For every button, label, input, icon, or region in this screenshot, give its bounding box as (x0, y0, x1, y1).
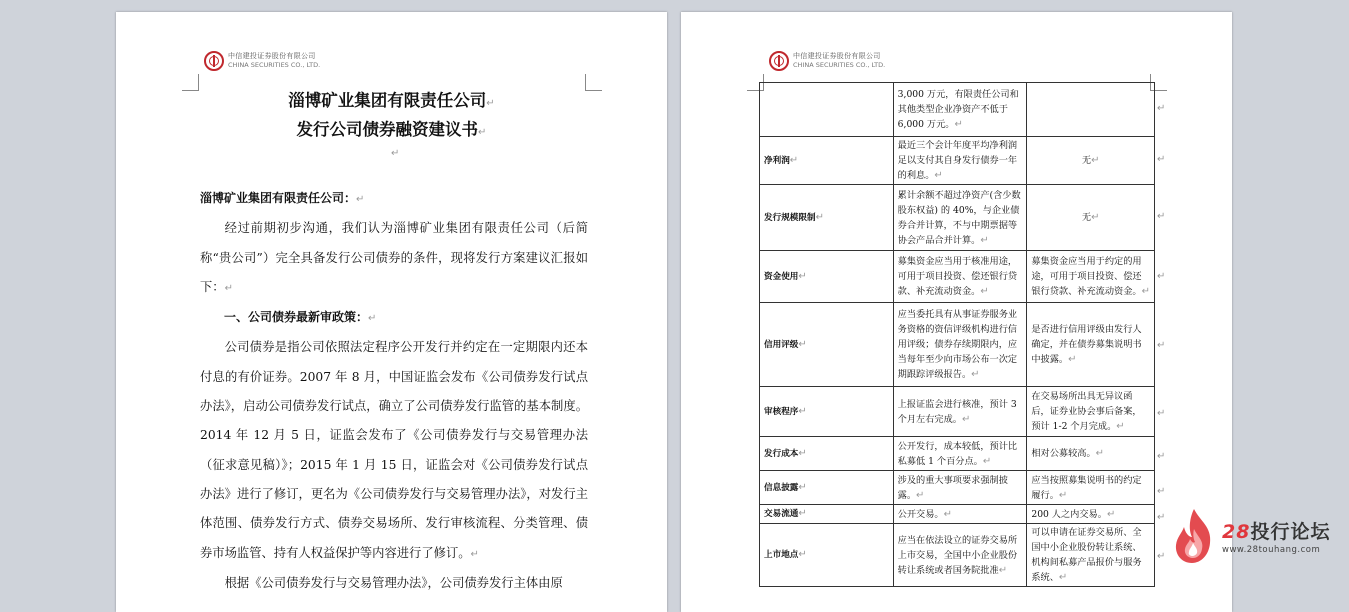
cell-text: 3,000 万元，有限责任公司和其他类型企业净资产不低于 6,000 万元。 (897, 89, 1019, 130)
cell-end-mark: ↵ (798, 338, 807, 350)
cell-text: 应当在依法设立的证券交易所上市交易，全国中小企业股份转让系统或者国务院批准 (897, 534, 1018, 576)
cell-text: 净利润 (764, 155, 790, 166)
table-row[interactable] (760, 387, 1155, 437)
alternative-cell[interactable] (1027, 505, 1155, 524)
citic-logo-icon (769, 51, 789, 71)
row-end-mark: ↵ (1157, 551, 1166, 562)
cell-end-mark: ↵ (1106, 508, 1116, 520)
cell-end-mark: ↵ (954, 119, 963, 130)
document-title-line2[interactable]: 发行公司债券融资建议书↵ (296, 120, 487, 139)
watermark-title: 28投行论坛 (1222, 521, 1331, 543)
cell-text: 应当委托具有从事证券服务业务资格的资信评级机构进行信用评级；债券存续期限内，应当每年至少向市场公布一次定期跟踪评级报告。 (897, 309, 1018, 380)
alternative-cell[interactable] (1027, 185, 1155, 251)
row-end-mark: ↵ (1157, 486, 1166, 497)
document-body[interactable] (200, 184, 588, 598)
cell-end-mark: ↵ (1091, 212, 1100, 223)
cell-end-mark: ↵ (916, 489, 925, 501)
cell-end-mark: ↵ (798, 447, 807, 459)
row-end-mark: ↵ (1157, 340, 1166, 351)
cell-text: 上市地点 (764, 550, 799, 560)
table-row[interactable] (760, 137, 1155, 185)
issuer-paragraph: 根据《公司债券发行与交易管理办法》，公司债券发行主体由原 (224, 575, 563, 590)
cell-end-mark: ↵ (1091, 155, 1100, 166)
cell-end-mark: ↵ (798, 270, 807, 282)
row-label-cell[interactable] (760, 505, 894, 524)
cell-text: 公开交易。 (897, 508, 944, 520)
cell-text: 募集资金应当用于约定的用途，可用于项目投资、偿还银行贷款、补充流动资金。 (1031, 256, 1142, 297)
table-row[interactable] (760, 437, 1155, 471)
table-row[interactable] (760, 524, 1155, 587)
company-name-cn: 中信建投证券股份有限公司 (793, 52, 881, 60)
cell-text: 信息披露 (764, 482, 799, 493)
cell-text: 公开发行，成本较低，预计比私募低 1 个百分点。 (897, 440, 1018, 467)
addressee-line: 淄博矿业集团有限责任公司：↵ (200, 191, 365, 205)
cell-text: 200 人之内交易。 (1031, 508, 1107, 520)
cell-end-mark: ↵ (943, 508, 952, 520)
table-row[interactable] (760, 471, 1155, 505)
cell-text: 上报证监会进行核准，预计 3 个月左右完成。 (897, 398, 1017, 425)
cell-text: 交易流通 (764, 509, 799, 519)
flame-logo-icon (1170, 507, 1218, 565)
row-label-cell[interactable] (760, 303, 894, 387)
row-end-mark: ↵ (1157, 451, 1166, 462)
cell-text: 可以申请在证券交易所、全国中小企业股份转让系统、机构间私募产品报价与服务系统、 (1031, 527, 1142, 583)
cell-text: 无 (1081, 212, 1092, 223)
row-end-mark: ↵ (1157, 408, 1166, 419)
requirement-cell[interactable] (893, 437, 1027, 471)
alternative-cell[interactable] (1027, 471, 1155, 505)
row-label-cell[interactable] (760, 387, 894, 437)
cell-text: 涉及的重大事项要求强制披露。 (897, 474, 1008, 501)
cell-end-mark: ↵ (934, 170, 943, 181)
cell-end-mark: ↵ (798, 508, 807, 519)
table-row[interactable] (760, 303, 1155, 387)
cell-end-mark: ↵ (798, 481, 807, 493)
cell-end-mark: ↵ (798, 405, 807, 417)
table-row[interactable] (760, 185, 1155, 251)
site-watermark (1170, 503, 1348, 569)
cell-end-mark: ↵ (971, 369, 980, 380)
cell-text: 募集资金应当用于核准用途，可用于项目投资、偿还银行贷款、补充流动资金。 (897, 256, 1018, 297)
alternative-cell[interactable] (1027, 251, 1155, 303)
cell-text: 是否进行信用评级由发行人确定，并在债券募集说明书中披露。 (1031, 324, 1142, 365)
company-name-cn: 中信建投证券股份有限公司 (228, 52, 316, 60)
company-name-en: CHINA SECURITIES CO., LTD. (228, 61, 321, 69)
company-logo (769, 50, 885, 72)
cell-end-mark: ↵ (1116, 421, 1125, 432)
cell-end-mark: ↵ (1068, 354, 1077, 365)
alternative-cell[interactable] (1027, 137, 1155, 185)
alternative-cell[interactable] (1027, 437, 1155, 471)
table-row[interactable] (760, 505, 1155, 524)
row-end-mark: ↵ (1157, 154, 1166, 165)
document-page-1 (116, 12, 667, 612)
requirement-cell[interactable] (893, 185, 1027, 251)
row-end-mark: ↵ (1157, 512, 1166, 523)
row-end-mark: ↵ (1157, 271, 1166, 282)
cell-text: 累计余额不超过净资产(含少数股东权益) 的 40%，与企业债券合并计算，不与中期票据等协会产品合并计算。 (897, 189, 1021, 246)
cell-end-mark: ↵ (798, 549, 807, 560)
cell-end-mark: ↵ (1141, 286, 1150, 297)
cell-text: 发行规模限制 (764, 212, 816, 223)
row-label-cell[interactable] (760, 524, 894, 587)
cell-end-mark: ↵ (980, 286, 989, 297)
cell-text: 最近三个会计年度平均净利润足以支付其自身发行债券一年的利息。 (897, 140, 1018, 181)
cell-end-mark: ↵ (789, 154, 799, 166)
document-title-line1[interactable]: 淄博矿业集团有限责任公司↵ (288, 91, 495, 110)
requirement-cell[interactable] (893, 524, 1027, 587)
cell-end-mark: ↵ (961, 413, 971, 425)
row-label-cell[interactable] (760, 251, 894, 303)
cell-end-mark: ↵ (1058, 572, 1068, 583)
section-heading: 一、公司债券最新审政策：↵ (224, 310, 377, 325)
requirement-cell[interactable] (893, 137, 1027, 185)
table-row[interactable] (760, 83, 1155, 137)
requirement-cell[interactable] (893, 251, 1027, 303)
alternative-cell[interactable] (1027, 387, 1155, 437)
company-name-en: CHINA SECURITIES CO., LTD. (793, 61, 886, 69)
row-label-cell[interactable] (760, 185, 894, 251)
requirement-cell[interactable] (893, 505, 1027, 524)
row-label-cell[interactable] (760, 471, 894, 505)
row-label-cell[interactable] (760, 437, 894, 471)
cell-text: 应当按照募集说明书的约定履行。 (1031, 474, 1142, 501)
cell-text: 审核程序 (764, 406, 799, 417)
cell-end-mark: ↵ (1058, 489, 1068, 501)
cell-text: 资金使用 (764, 271, 799, 282)
comparison-table[interactable] (759, 82, 1155, 587)
cell-text: 发行成本 (764, 448, 799, 459)
cell-text: 在交易场所出具无异议函后，证券业协会事后备案，预计 1-2 个月完成。 (1031, 391, 1142, 432)
alternative-cell[interactable] (1027, 83, 1155, 137)
watermark-url: www.28touhang.com (1222, 545, 1321, 555)
cell-end-mark: ↵ (815, 211, 824, 223)
requirement-cell[interactable] (893, 471, 1027, 505)
cell-end-mark: ↵ (980, 234, 989, 246)
citic-logo-icon (204, 51, 224, 71)
cell-text: 相对公募较高。 (1031, 448, 1096, 459)
table-row[interactable] (760, 251, 1155, 303)
row-label-cell[interactable] (760, 83, 894, 137)
row-label-cell[interactable] (760, 137, 894, 185)
cell-text: 信用评级 (764, 339, 799, 350)
row-end-mark: ↵ (1157, 211, 1166, 222)
requirement-cell[interactable] (893, 83, 1027, 137)
alternative-cell[interactable] (1027, 524, 1155, 587)
requirement-cell[interactable] (893, 387, 1027, 437)
requirement-cell[interactable] (893, 303, 1027, 387)
alternative-cell[interactable] (1027, 303, 1155, 387)
cell-text: 无 (1081, 155, 1092, 166)
policy-paragraph: 公司债券是指公司依照法定程序公开发行并约定在一定期限内还本付息的有价证券。2007 年 8 月，中国证监会发布《公司债券发行试点办法》，启动公司债券发行试点，确立了公司债券发行监管的基本制度。2014 年 12 月 5 日，证监会发布了《公司债券发行与交易管理办法（征求意见稿）》；2015 年 1 月 15 日，证监会对《公司债券发行试点办法》进行了修订，更名为《公司债券发行与交易管理办法》，对发行主体范围、债券发行方式、债券交易场所、发行审核流程、分类管理、债券市场监管、持有人权益保护等内容进行了修订。↵ (200, 340, 588, 560)
cell-end-mark: ↵ (998, 564, 1008, 576)
empty-paragraph-mark: ↵ (391, 148, 400, 159)
cell-end-mark: ↵ (982, 455, 992, 467)
cell-end-mark: ↵ (1095, 448, 1105, 459)
intro-paragraph: 经过前期初步沟通，我们认为淄博矿业集团有限责任公司（后简称“贵公司”）完全具备发行公司债券的条件，现将发行方案建议汇报如下：↵ (200, 221, 588, 294)
row-end-mark: ↵ (1157, 103, 1166, 114)
document-page-2 (681, 12, 1232, 612)
company-logo (204, 50, 320, 72)
